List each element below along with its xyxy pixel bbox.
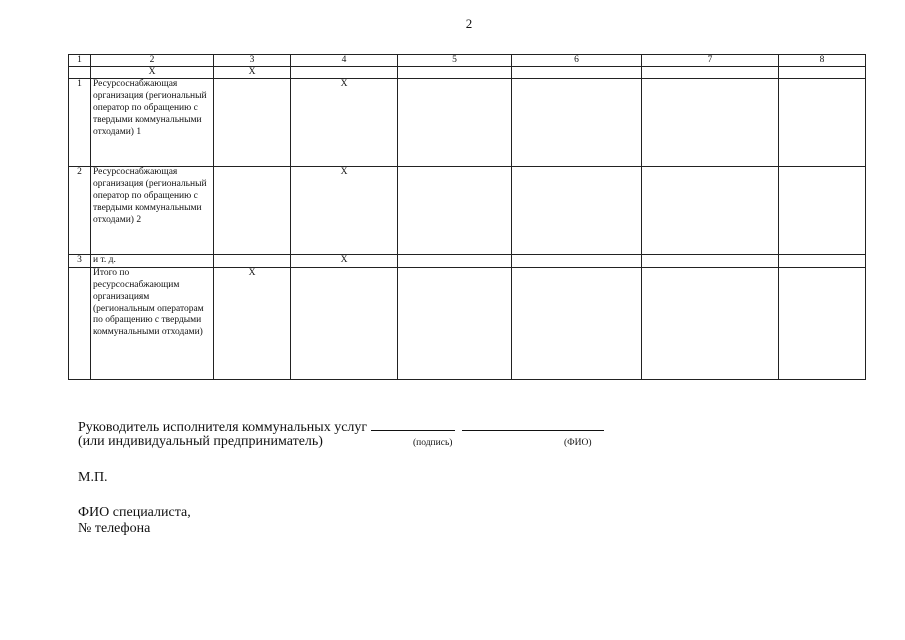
table-cell: Х — [214, 267, 291, 379]
x-row — [69, 67, 866, 79]
table-cell — [642, 67, 779, 79]
header-cell: 7 — [642, 55, 779, 67]
table-cell — [642, 255, 779, 268]
table-cell: Х — [214, 67, 291, 79]
header-cell: 4 — [291, 55, 398, 67]
table-cell — [642, 267, 779, 379]
signature-blank — [371, 418, 455, 431]
table-row — [69, 255, 866, 268]
header-cell: 8 — [779, 55, 866, 67]
table-cell — [779, 79, 866, 167]
specialist-label: ФИО специалиста, — [78, 505, 191, 520]
row-name: Ресурсоснабжающая организация (региональный оператор по обращению с твердыми коммунальными отходами) 1 — [91, 79, 214, 167]
table-cell — [779, 67, 866, 79]
table-cell — [69, 67, 91, 79]
table-cell — [642, 167, 779, 255]
page-number: 2 — [465, 16, 473, 31]
row-number: 3 — [69, 255, 91, 268]
row-name: Итого по ресурсоснабжающим организациям (региональным операторам по обращению с твердыми коммунальными отходами) — [91, 267, 214, 379]
table-cell — [214, 79, 291, 167]
table-row — [69, 167, 866, 255]
row-name: Ресурсоснабжающая организация (региональный оператор по обращению с твердыми коммунальными отходами) 2 — [91, 167, 214, 255]
table-cell — [642, 79, 779, 167]
table-cell — [512, 67, 642, 79]
table-row — [69, 79, 866, 167]
header-row — [69, 55, 866, 67]
table-cell — [512, 267, 642, 379]
table-cell — [214, 167, 291, 255]
fio-caption: (ФИО) — [564, 438, 592, 448]
row-name: и т. д. — [91, 255, 214, 268]
header-cell: 1 — [69, 55, 91, 67]
table-cell — [779, 167, 866, 255]
fio-blank — [462, 418, 604, 431]
row-number: 1 — [69, 79, 91, 167]
table-cell — [398, 79, 512, 167]
header-cell: 3 — [214, 55, 291, 67]
table-cell — [779, 267, 866, 379]
table-cell — [291, 267, 398, 379]
header-cell: 2 — [91, 55, 214, 67]
manager-label: Руководитель исполнителя коммунальных услуг — [78, 420, 368, 435]
table-cell — [398, 267, 512, 379]
table-cell — [214, 255, 291, 268]
table-row-total — [69, 267, 866, 379]
table-cell: Х — [291, 255, 398, 268]
table-cell — [398, 255, 512, 268]
table-cell — [512, 255, 642, 268]
table-cell — [779, 255, 866, 268]
table-cell — [512, 167, 642, 255]
row-number — [69, 267, 91, 379]
row-number: 2 — [69, 167, 91, 255]
phone-label: № телефона — [78, 521, 151, 536]
table-cell: Х — [91, 67, 214, 79]
header-cell: 5 — [398, 55, 512, 67]
table-cell — [512, 79, 642, 167]
table-cell — [398, 167, 512, 255]
table-cell — [398, 67, 512, 79]
table-cell: Х — [291, 167, 398, 255]
report-table — [68, 54, 866, 380]
table-cell — [291, 67, 398, 79]
signature-caption: (подпись) — [413, 438, 453, 448]
entrepreneur-label: (или индивидуальный предприниматель) — [78, 434, 323, 449]
stamp-label: М.П. — [78, 470, 108, 485]
header-cell: 6 — [512, 55, 642, 67]
table-cell: Х — [291, 79, 398, 167]
